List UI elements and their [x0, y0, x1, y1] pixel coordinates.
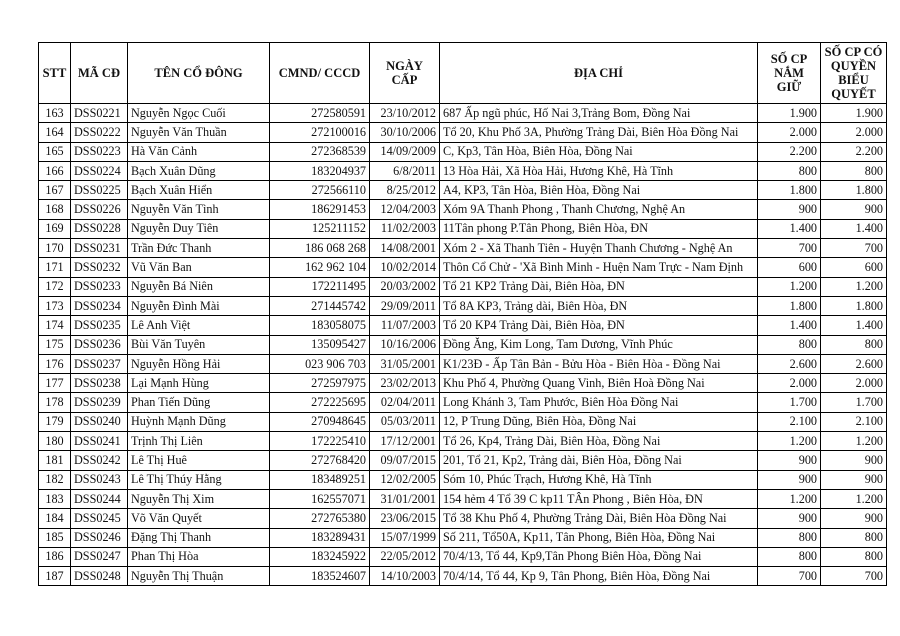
cell-cmnd: 272566110 [270, 181, 370, 200]
cell-so-cp-bieu-quyet: 2.600 [821, 354, 887, 373]
cell-dia-chi: Xóm 2 - Xã Thanh Tiên - Huyện Thanh Chương - Nghệ An [440, 239, 758, 258]
cell-stt: 175 [39, 335, 71, 354]
cell-ten-co-dong: Lê Thị Thúy Hằng [128, 470, 270, 489]
cell-ngay-cap: 23/02/2013 [370, 374, 440, 393]
cell-ten-co-dong: Huỳnh Mạnh Dũng [128, 412, 270, 431]
cell-ten-co-dong: Nguyễn Ngọc Cuối [128, 104, 270, 123]
header-so-cp-bieu-quyet: SỐ CP CÓ QUYỀN BIỂU QUYẾT [821, 43, 887, 104]
cell-so-cp-bieu-quyet: 1.700 [821, 393, 887, 412]
cell-so-cp-bieu-quyet: 1.400 [821, 316, 887, 335]
cell-ten-co-dong: Nguyễn Bá Niên [128, 277, 270, 296]
cell-ngay-cap: 6/8/2011 [370, 161, 440, 180]
cell-ten-co-dong: Lê Thị Huê [128, 451, 270, 470]
cell-ten-co-dong: Bùi Văn Tuyên [128, 335, 270, 354]
cell-dia-chi: Tổ 8A KP3, Trảng dài, Biên Hòa, ĐN [440, 296, 758, 315]
cell-so-cp-bieu-quyet: 1.200 [821, 432, 887, 451]
table-row [39, 432, 887, 451]
cell-cmnd: 272100016 [270, 123, 370, 142]
cell-stt: 165 [39, 142, 71, 161]
cell-so-cp-nam-giu: 900 [758, 451, 821, 470]
cell-stt: 185 [39, 528, 71, 547]
cell-cmnd: 272768420 [270, 451, 370, 470]
cell-so-cp-bieu-quyet: 1.400 [821, 219, 887, 238]
table-row [39, 412, 887, 431]
cell-so-cp-nam-giu: 2.000 [758, 374, 821, 393]
cell-cmnd: 135095427 [270, 335, 370, 354]
cell-stt: 186 [39, 547, 71, 566]
table-row [39, 374, 887, 393]
cell-dia-chi: Thôn Cổ Chử - 'Xã Bình Minh - Huện Nam Trực - Nam Định [440, 258, 758, 277]
cell-stt: 178 [39, 393, 71, 412]
cell-so-cp-bieu-quyet: 1.800 [821, 181, 887, 200]
cell-dia-chi: Long Khánh 3, Tam Phước, Biên Hòa Đồng Nai [440, 393, 758, 412]
cell-ma-cd: DSS0226 [71, 200, 128, 219]
cell-ten-co-dong: Nguyễn Thị Thuận [128, 567, 270, 586]
table-row [39, 277, 887, 296]
cell-so-cp-bieu-quyet: 900 [821, 470, 887, 489]
cell-cmnd: 183245922 [270, 547, 370, 566]
cell-ten-co-dong: Nguyễn Thị Xim [128, 489, 270, 508]
cell-so-cp-bieu-quyet: 600 [821, 258, 887, 277]
cell-ngay-cap: 31/05/2001 [370, 354, 440, 373]
cell-ngay-cap: 10/16/2006 [370, 335, 440, 354]
cell-ngay-cap: 17/12/2001 [370, 432, 440, 451]
cell-so-cp-nam-giu: 900 [758, 200, 821, 219]
cell-stt: 173 [39, 296, 71, 315]
table-row [39, 104, 887, 123]
cell-ten-co-dong: Nguyễn Văn Thuần [128, 123, 270, 142]
cell-ma-cd: DSS0245 [71, 509, 128, 528]
cell-ngay-cap: 14/09/2009 [370, 142, 440, 161]
cell-so-cp-nam-giu: 1.400 [758, 316, 821, 335]
cell-ma-cd: DSS0236 [71, 335, 128, 354]
table-row [39, 567, 887, 586]
cell-dia-chi: 154 hẻm 4 Tổ 39 C kp11 TÂn Phong , Biên Hòa, ĐN [440, 489, 758, 508]
cell-cmnd: 183289431 [270, 528, 370, 547]
cell-ma-cd: DSS0239 [71, 393, 128, 412]
header-cmnd: CMND/ CCCD [270, 43, 370, 104]
table-row [39, 528, 887, 547]
cell-stt: 174 [39, 316, 71, 335]
header-ten-co-dong: TÊN CỔ ĐÔNG [128, 43, 270, 104]
cell-dia-chi: Tổ 26, Kp4, Trảng Dài, Biên Hòa, Đồng Nai [440, 432, 758, 451]
cell-ma-cd: DSS0238 [71, 374, 128, 393]
cell-cmnd: 272597975 [270, 374, 370, 393]
cell-dia-chi: 70/4/13, Tổ 44, Kp9,Tân Phong Biên Hòa, Đồng Nai [440, 547, 758, 566]
cell-stt: 177 [39, 374, 71, 393]
cell-so-cp-nam-giu: 1.700 [758, 393, 821, 412]
cell-dia-chi: Khu Phố 4, Phường Quang Vinh, Biên Hoà Đồng Nai [440, 374, 758, 393]
cell-ten-co-dong: Hà Văn Cảnh [128, 142, 270, 161]
header-dia-chi: ĐỊA CHỈ [440, 43, 758, 104]
cell-dia-chi: Tổ 38 Khu Phố 4, Phường Trảng Dài, Biên Hòa Đồng Nai [440, 509, 758, 528]
table-row [39, 258, 887, 277]
cell-so-cp-nam-giu: 600 [758, 258, 821, 277]
cell-ngay-cap: 14/08/2001 [370, 239, 440, 258]
table-row [39, 200, 887, 219]
cell-ma-cd: DSS0232 [71, 258, 128, 277]
cell-ten-co-dong: Lê Anh Việt [128, 316, 270, 335]
cell-so-cp-nam-giu: 700 [758, 567, 821, 586]
header-ma-cd: MÃ CĐ [71, 43, 128, 104]
cell-so-cp-nam-giu: 2.000 [758, 123, 821, 142]
cell-ma-cd: DSS0222 [71, 123, 128, 142]
cell-ten-co-dong: Nguyễn Duy Tiên [128, 219, 270, 238]
cell-stt: 163 [39, 104, 71, 123]
cell-so-cp-nam-giu: 900 [758, 470, 821, 489]
cell-so-cp-bieu-quyet: 900 [821, 509, 887, 528]
cell-dia-chi: Đồng Ăng, Kim Long, Tam Dương, Vĩnh Phúc [440, 335, 758, 354]
cell-ma-cd: DSS0233 [71, 277, 128, 296]
table-row [39, 142, 887, 161]
cell-ngay-cap: 11/07/2003 [370, 316, 440, 335]
table-row [39, 296, 887, 315]
cell-stt: 187 [39, 567, 71, 586]
cell-ma-cd: DSS0248 [71, 567, 128, 586]
cell-dia-chi: A4, KP3, Tân Hòa, Biên Hòa, Đồng Nai [440, 181, 758, 200]
cell-ten-co-dong: Bạch Xuân Hiển [128, 181, 270, 200]
table-row [39, 354, 887, 373]
table-body [39, 104, 887, 586]
shareholder-list-sheet [38, 42, 886, 586]
cell-ma-cd: DSS0243 [71, 470, 128, 489]
cell-ngay-cap: 02/04/2011 [370, 393, 440, 412]
cell-cmnd: 272225695 [270, 393, 370, 412]
header-stt: STT [39, 43, 71, 104]
cell-dia-chi: 12, P Trung Dũng, Biên Hòa, Đồng Nai [440, 412, 758, 431]
cell-ngay-cap: 20/03/2002 [370, 277, 440, 296]
cell-cmnd: 162 962 104 [270, 258, 370, 277]
cell-stt: 181 [39, 451, 71, 470]
cell-ngay-cap: 30/10/2006 [370, 123, 440, 142]
cell-cmnd: 272765380 [270, 509, 370, 528]
cell-ten-co-dong: Nguyễn Văn Tình [128, 200, 270, 219]
cell-stt: 168 [39, 200, 71, 219]
cell-ma-cd: DSS0234 [71, 296, 128, 315]
table-row [39, 219, 887, 238]
cell-so-cp-bieu-quyet: 2.000 [821, 374, 887, 393]
table-row [39, 181, 887, 200]
table-row [39, 547, 887, 566]
cell-ma-cd: DSS0225 [71, 181, 128, 200]
cell-dia-chi: 11Tân phong P.Tân Phong, Biên Hòa, ĐN [440, 219, 758, 238]
cell-ten-co-dong: Trần Đức Thanh [128, 239, 270, 258]
cell-ten-co-dong: Bạch Xuân Dũng [128, 161, 270, 180]
cell-cmnd: 270948645 [270, 412, 370, 431]
cell-ten-co-dong: Nguyễn Hồng Hải [128, 354, 270, 373]
cell-ngay-cap: 11/02/2003 [370, 219, 440, 238]
cell-stt: 184 [39, 509, 71, 528]
cell-so-cp-bieu-quyet: 900 [821, 200, 887, 219]
cell-cmnd: 186 068 268 [270, 239, 370, 258]
cell-dia-chi: Sóm 10, Phúc Trạch, Hương Khê, Hà Tĩnh [440, 470, 758, 489]
cell-ngay-cap: 23/10/2012 [370, 104, 440, 123]
cell-stt: 179 [39, 412, 71, 431]
header-so-cp-nam-giu: SỐ CP NẮM GIỮ [758, 43, 821, 104]
cell-ma-cd: DSS0247 [71, 547, 128, 566]
cell-dia-chi: Tổ 20, Khu Phố 3A, Phường Trảng Dài, Biên Hòa Đồng Nai [440, 123, 758, 142]
cell-stt: 169 [39, 219, 71, 238]
cell-cmnd: 272368539 [270, 142, 370, 161]
cell-ngay-cap: 23/06/2015 [370, 509, 440, 528]
cell-so-cp-bieu-quyet: 700 [821, 567, 887, 586]
cell-ngay-cap: 15/07/1999 [370, 528, 440, 547]
cell-ma-cd: DSS0240 [71, 412, 128, 431]
cell-stt: 170 [39, 239, 71, 258]
table-row [39, 123, 887, 142]
cell-ngay-cap: 12/04/2003 [370, 200, 440, 219]
table-row [39, 393, 887, 412]
cell-cmnd: 183524607 [270, 567, 370, 586]
cell-ma-cd: DSS0246 [71, 528, 128, 547]
cell-ma-cd: DSS0237 [71, 354, 128, 373]
cell-so-cp-nam-giu: 1.200 [758, 432, 821, 451]
cell-so-cp-bieu-quyet: 1.900 [821, 104, 887, 123]
cell-so-cp-bieu-quyet: 1.200 [821, 277, 887, 296]
cell-ma-cd: DSS0228 [71, 219, 128, 238]
cell-ngay-cap: 8/25/2012 [370, 181, 440, 200]
cell-ma-cd: DSS0221 [71, 104, 128, 123]
cell-so-cp-nam-giu: 800 [758, 161, 821, 180]
cell-ma-cd: DSS0235 [71, 316, 128, 335]
table-row [39, 451, 887, 470]
cell-cmnd: 183058075 [270, 316, 370, 335]
cell-so-cp-nam-giu: 1.900 [758, 104, 821, 123]
table-row [39, 316, 887, 335]
cell-stt: 176 [39, 354, 71, 373]
cell-ten-co-dong: Vũ Văn Ban [128, 258, 270, 277]
cell-stt: 182 [39, 470, 71, 489]
cell-dia-chi: Tổ 21 KP2 Trảng Dài, Biên Hòa, ĐN [440, 277, 758, 296]
cell-ma-cd: DSS0231 [71, 239, 128, 258]
cell-so-cp-nam-giu: 1.200 [758, 489, 821, 508]
table-row [39, 470, 887, 489]
cell-stt: 171 [39, 258, 71, 277]
cell-so-cp-bieu-quyet: 700 [821, 239, 887, 258]
cell-so-cp-nam-giu: 2.200 [758, 142, 821, 161]
cell-stt: 172 [39, 277, 71, 296]
header-ngay-cap: NGÀY CẤP [370, 43, 440, 104]
cell-cmnd: 183204937 [270, 161, 370, 180]
cell-dia-chi: 70/4/14, Tổ 44, Kp 9, Tân Phong, Biên Hòa, Đồng Nai [440, 567, 758, 586]
cell-dia-chi: C, Kp3, Tân Hòa, Biên Hòa, Đồng Nai [440, 142, 758, 161]
cell-so-cp-nam-giu: 1.800 [758, 181, 821, 200]
table-row [39, 509, 887, 528]
cell-dia-chi: 201, Tổ 21, Kp2, Trảng dài, Biên Hòa, Đồng Nai [440, 451, 758, 470]
cell-dia-chi: 687 Ấp ngũ phúc, Hố Nai 3,Trảng Bom, Đồng Nai [440, 104, 758, 123]
cell-dia-chi: Tổ 20 KP4 Trảng Dài, Biên Hòa, ĐN [440, 316, 758, 335]
cell-so-cp-bieu-quyet: 800 [821, 335, 887, 354]
cell-cmnd: 162557071 [270, 489, 370, 508]
cell-cmnd: 172211495 [270, 277, 370, 296]
cell-so-cp-bieu-quyet: 1.800 [821, 296, 887, 315]
cell-ten-co-dong: Lại Mạnh Hùng [128, 374, 270, 393]
cell-ngay-cap: 22/05/2012 [370, 547, 440, 566]
cell-stt: 167 [39, 181, 71, 200]
table-header [39, 43, 887, 104]
table-row [39, 335, 887, 354]
cell-so-cp-nam-giu: 800 [758, 335, 821, 354]
cell-dia-chi: Số 211, Tổ50A, Kp11, Tân Phong, Biên Hòa, Đồng Nai [440, 528, 758, 547]
cell-ngay-cap: 09/07/2015 [370, 451, 440, 470]
cell-ma-cd: DSS0244 [71, 489, 128, 508]
cell-ten-co-dong: Trịnh Thị Liên [128, 432, 270, 451]
cell-cmnd: 125211152 [270, 219, 370, 238]
cell-so-cp-bieu-quyet: 1.200 [821, 489, 887, 508]
cell-so-cp-nam-giu: 1.800 [758, 296, 821, 315]
cell-so-cp-bieu-quyet: 2.200 [821, 142, 887, 161]
cell-so-cp-nam-giu: 1.400 [758, 219, 821, 238]
cell-cmnd: 272580591 [270, 104, 370, 123]
cell-cmnd: 023 906 703 [270, 354, 370, 373]
cell-ngay-cap: 31/01/2001 [370, 489, 440, 508]
cell-ngay-cap: 10/02/2014 [370, 258, 440, 277]
cell-dia-chi: Xóm 9A Thanh Phong , Thanh Chương, Nghệ An [440, 200, 758, 219]
cell-so-cp-bieu-quyet: 2.000 [821, 123, 887, 142]
cell-cmnd: 186291453 [270, 200, 370, 219]
cell-dia-chi: K1/23Đ - Ấp Tân Bản - Bửu Hòa - Biên Hòa - Đồng Nai [440, 354, 758, 373]
cell-ten-co-dong: Nguyễn Đình Mài [128, 296, 270, 315]
cell-so-cp-nam-giu: 800 [758, 547, 821, 566]
cell-cmnd: 271445742 [270, 296, 370, 315]
cell-ten-co-dong: Võ Văn Quyết [128, 509, 270, 528]
cell-ten-co-dong: Phan Tiến Dũng [128, 393, 270, 412]
cell-cmnd: 172225410 [270, 432, 370, 451]
cell-ngay-cap: 29/09/2011 [370, 296, 440, 315]
cell-ten-co-dong: Phan Thị Hòa [128, 547, 270, 566]
cell-cmnd: 183489251 [270, 470, 370, 489]
cell-so-cp-bieu-quyet: 2.100 [821, 412, 887, 431]
cell-so-cp-nam-giu: 2.100 [758, 412, 821, 431]
cell-ten-co-dong: Đặng Thị Thanh [128, 528, 270, 547]
cell-so-cp-nam-giu: 700 [758, 239, 821, 258]
cell-stt: 166 [39, 161, 71, 180]
cell-so-cp-bieu-quyet: 800 [821, 547, 887, 566]
cell-ngay-cap: 05/03/2011 [370, 412, 440, 431]
cell-so-cp-nam-giu: 800 [758, 528, 821, 547]
cell-so-cp-bieu-quyet: 800 [821, 161, 887, 180]
cell-ma-cd: DSS0241 [71, 432, 128, 451]
cell-so-cp-bieu-quyet: 800 [821, 528, 887, 547]
cell-so-cp-nam-giu: 900 [758, 509, 821, 528]
cell-stt: 183 [39, 489, 71, 508]
cell-ma-cd: DSS0224 [71, 161, 128, 180]
cell-ma-cd: DSS0242 [71, 451, 128, 470]
cell-stt: 180 [39, 432, 71, 451]
table-row [39, 161, 887, 180]
cell-so-cp-bieu-quyet: 900 [821, 451, 887, 470]
table-row [39, 489, 887, 508]
cell-ngay-cap: 14/10/2003 [370, 567, 440, 586]
table-row [39, 239, 887, 258]
cell-ngay-cap: 12/02/2005 [370, 470, 440, 489]
cell-so-cp-nam-giu: 1.200 [758, 277, 821, 296]
cell-so-cp-nam-giu: 2.600 [758, 354, 821, 373]
shareholder-table [38, 42, 887, 586]
cell-ma-cd: DSS0223 [71, 142, 128, 161]
cell-stt: 164 [39, 123, 71, 142]
cell-dia-chi: 13 Hòa Hải, Xã Hòa Hải, Hương Khê, Hà Tĩnh [440, 161, 758, 180]
